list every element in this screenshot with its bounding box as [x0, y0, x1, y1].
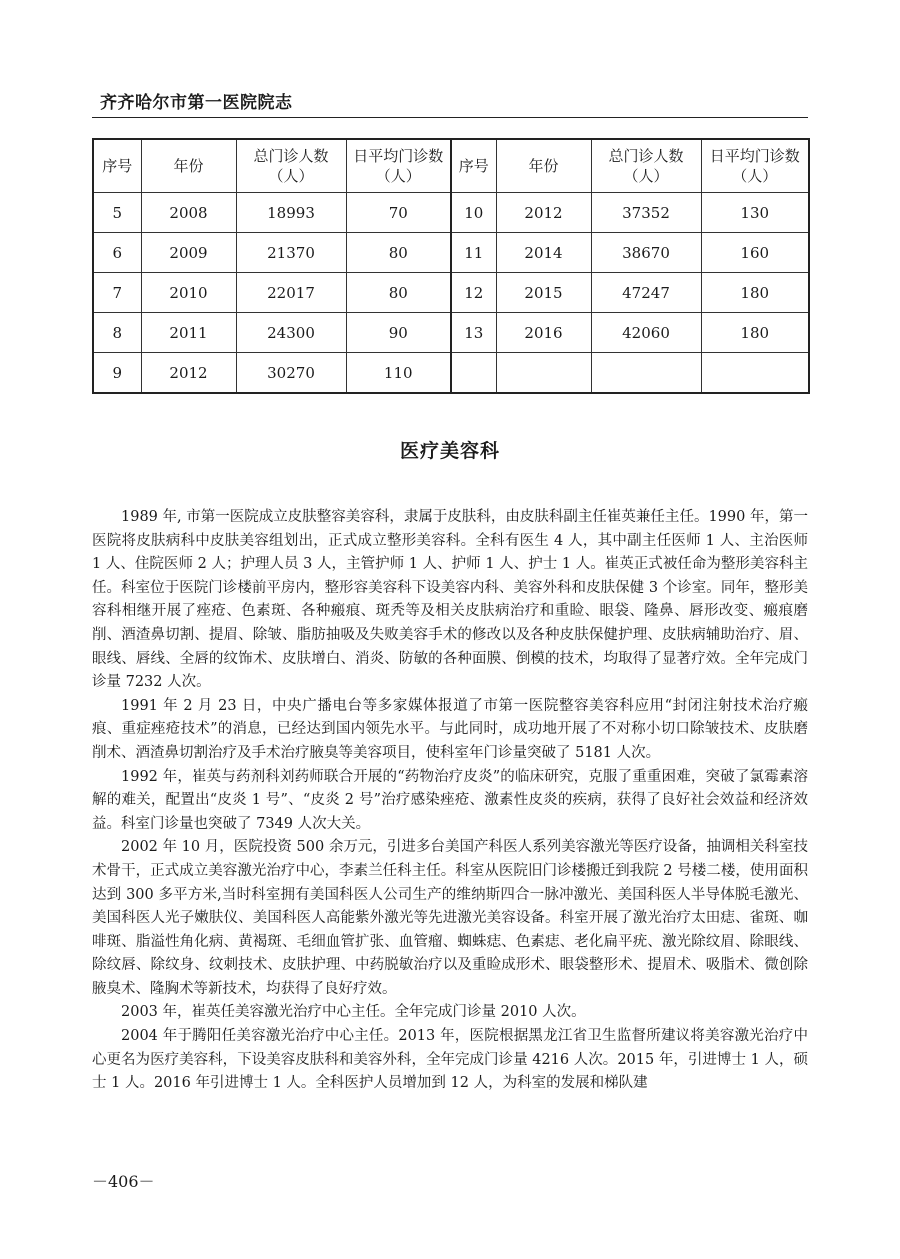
header-cell: 年份 [141, 139, 236, 193]
table-cell: 42060 [591, 313, 701, 353]
table-cell: 24300 [236, 313, 346, 353]
table-cell: 130 [701, 193, 809, 233]
table-cell [496, 353, 591, 394]
table-cell: 22017 [236, 273, 346, 313]
book-title: 齐齐哈尔市第一医院院志 [100, 93, 293, 113]
table-cell: 70 [346, 193, 451, 233]
section-title: 医疗美容科 [399, 440, 500, 462]
table-cell: 80 [346, 233, 451, 273]
table-cell: 7 [93, 273, 141, 313]
paragraph: 2003 年，崔英任美容激光治疗中心主任。全年完成门诊量 2010 人次。 [121, 1004, 586, 1021]
table-cell [591, 353, 701, 394]
header-cell: 日平均门诊数（人） [346, 139, 451, 193]
header-cell: 序号 [451, 139, 496, 193]
table-cell: 9 [93, 353, 141, 394]
table-cell: 2011 [141, 313, 236, 353]
table-cell: 13 [451, 313, 496, 353]
header-cell: 序号 [93, 139, 141, 193]
paragraph: 2002 年 10 月，医院投资 500 余万元，引进多台美国产科医人系列美容激光等医疗设备，抽调相关科室技术骨干，正式成立美容激光治疗中心，李素兰任科主任。科室从医院旧门诊楼搬迁到我院 2 号楼二楼，使用面积达到 300 多平方米,当时科室拥有美国科医人公司生产的维纳斯四合一脉冲激光、美国科医人半导体脱毛激光、美国科医人光子嫩肤仪、美国科医人高能紫外激光等先进激光美容设备。科室开展了激光治疗太田痣、雀斑、咖啡斑、脂溢性角化病、黄褐斑、毛细血管扩张、血管瘤、蜘蛛痣、色素痣、老化扁平疣、激光除纹眉、除眼线、除纹唇、除纹身、纹刺技术、皮肤护理、中药脱敏治疗以及重睑成形术、眼袋整形术、提眉术、吸脂术、微创除腋臭术、隆胸术等新技术，均获得了良好疗效。 [92, 839, 808, 997]
table-cell: 160 [701, 233, 809, 273]
table-cell: 2009 [141, 233, 236, 273]
table-cell: 11 [451, 233, 496, 273]
paragraph: 2004 年于腾阳任美容激光治疗中心主任。2013 年，医院根据黑龙江省卫生监督所建议将美容激光治疗中心更名为医疗美容科，下设美容皮肤科和美容外科，全年完成门诊量 4216 人次。2015 年，引进博士 1 人，硕士 1 人。2016 年引进博士 1 人。全科医护人员增加到 12 人，为科室的发展和梯队建 [92, 1028, 808, 1092]
header-cell: 年份 [496, 139, 591, 193]
table-cell: 180 [701, 273, 809, 313]
table-header-row [93, 139, 809, 193]
header-cell: 日平均门诊数（人） [701, 139, 809, 193]
table-cell: 12 [451, 273, 496, 313]
table-cell: 47247 [591, 273, 701, 313]
header-cell: 总门诊人数（人） [591, 139, 701, 193]
table-cell: 10 [451, 193, 496, 233]
article-body [92, 506, 808, 1096]
table-cell: 38670 [591, 233, 701, 273]
table-cell [701, 353, 809, 394]
paragraph: 1989 年, 市第一医院成立皮肤整容美容科，隶属于皮肤科，由皮肤科副主任崔英兼任主任。1990 年，第一医院将皮肤病科中皮肤美容组划出，正式成立整形美容科。全科有医生 4 人，其中副主任医师 1 人、主治医师 1 人、住院医师 2 人；护理人员 3 人，主管护师 1 人、护师 1 人、护士 1 人。崔英正式被任命为整形美容科主任。科室位于医院门诊楼前平房内，整形容美容科下设美容内科、美容外科和皮肤保健 3 个诊室。同年，整形美容科相继开展了痤疮、色素斑、各种瘢痕、斑秃等及相关皮肤病治疗和重睑、眼袋、隆鼻、唇形改变、瘢痕磨削、酒渣鼻切割、提眉、除皱、脂肪抽吸及失败美容手术的修改以及各种皮肤保健护理、皮肤病辅助治疗、眉、眼线、唇线、全唇的纹饰术、皮肤增白、消炎、防敏的各种面膜、倒模的技术，均取得了显著疗效。全年完成门诊量 7232 人次。 [92, 509, 808, 691]
table-cell: 2010 [141, 273, 236, 313]
paragraph: 1992 年，崔英与药剂科刘药师联合开展的“药物治疗皮炎”的临床研究，克服了重重困难，突破了氯霉素溶解的难关，配置出“皮炎 1 号”、“皮炎 2 号”治疗感染痤疮、激素性皮炎的疾病，获得了良好社会效益和经济效益。科室门诊量也突破了 7349 人次大关。 [92, 768, 808, 832]
table-row [93, 353, 809, 394]
table-cell: 18993 [236, 193, 346, 233]
page-number: －406－ [92, 1172, 155, 1191]
outpatient-stats-table [92, 138, 810, 394]
table-cell: 6 [93, 233, 141, 273]
table-cell: 180 [701, 313, 809, 353]
table-cell: 110 [346, 353, 451, 394]
table-cell: 2008 [141, 193, 236, 233]
table-row [93, 313, 809, 353]
table-row [93, 233, 809, 273]
table-cell: 37352 [591, 193, 701, 233]
table-cell: 8 [93, 313, 141, 353]
table-cell: 2012 [496, 193, 591, 233]
table-cell: 90 [346, 313, 451, 353]
header-divider [92, 117, 808, 118]
table-cell: 2016 [496, 313, 591, 353]
table-cell: 21370 [236, 233, 346, 273]
table-cell: 5 [93, 193, 141, 233]
table-cell: 2012 [141, 353, 236, 394]
table-cell [451, 353, 496, 394]
table-cell: 80 [346, 273, 451, 313]
header-cell: 总门诊人数（人） [236, 139, 346, 193]
table-cell: 2014 [496, 233, 591, 273]
table-cell: 2015 [496, 273, 591, 313]
table-row [93, 193, 809, 233]
paragraph: 1991 年 2 月 23 日，中央广播电台等多家媒体报道了市第一医院整容美容科应用“封闭注射技术治疗瘢痕、重症痤疮技术”的消息，已经达到国内领先水平。与此同时，成功地开展了不对称小切口除皱技术、皮肤磨削术、酒渣鼻切割治疗及手术治疗腋臭等美容项目，使科室年门诊量突破了 5181 人次。 [92, 697, 808, 761]
table-row [93, 273, 809, 313]
table-cell: 30270 [236, 353, 346, 394]
